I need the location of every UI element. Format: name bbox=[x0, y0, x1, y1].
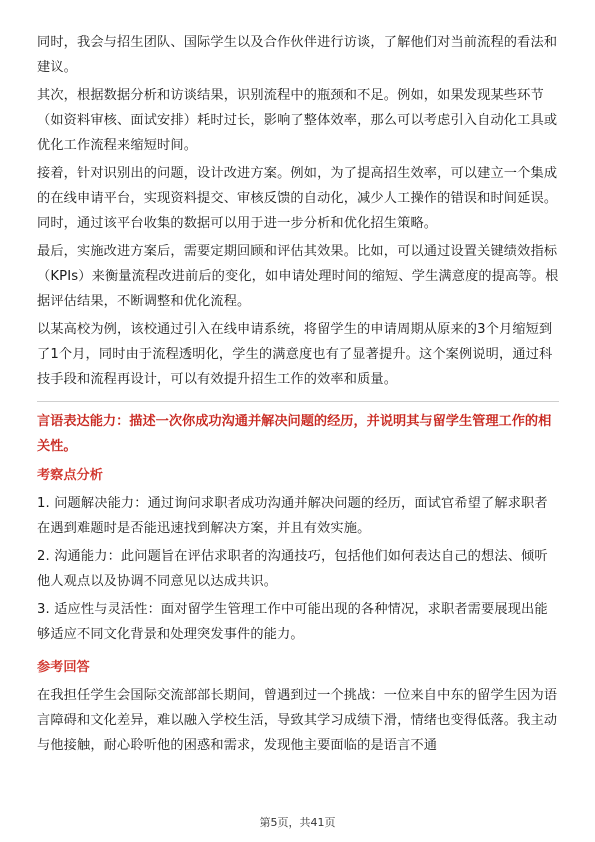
page-content bbox=[37, 30, 559, 758]
interview-question: 言语表达能力：描述一次你成功沟通并解决问题的经历，并说明其与留学生管理工作的相关性。 bbox=[37, 414, 552, 454]
answer-heading: 参考回答 bbox=[37, 660, 90, 675]
paragraph: 其次，根据数据分析和访谈结果，识别流程中的瓶颈和不足。例如，如果发现某些环节（如资料审核、面试安排）耗时过长，影响了整体效率，那么可以考虑引入自动化工具或优化工作流程来缩短时间。 bbox=[37, 88, 558, 153]
analysis-point: 2. 沟通能力：此问题旨在评估求职者的沟通技巧，包括他们如何表达自己的想法、倾听他人观点以及协调不同意见以达成共识。 bbox=[37, 549, 548, 589]
paragraph: 接着，针对识别出的问题，设计改进方案。例如，为了提高招生效率，可以建立一个集成的在线申请平台，实现资料提交、审核反馈的自动化，减少人工操作的错误和时间延误。同时，通过该平台收集的数据可以用于进一步分析和优化招生策略。 bbox=[37, 166, 558, 231]
analysis-point: 1. 问题解决能力：通过询问求职者成功沟通并解决问题的经历，面试官希望了解求职者在遇到难题时是否能迅速找到解决方案，并且有效实施。 bbox=[37, 496, 548, 536]
paragraph: 最后，实施改进方案后，需要定期回顾和评估其效果。比如，可以通过设置关键绩效指标（KPIs）来衡量流程改进前后的变化，如申请处理时间的缩短、学生满意度的提高等。根据评估结果，不断调整和优化流程。 bbox=[37, 244, 559, 309]
section-divider bbox=[37, 401, 559, 402]
analysis-heading: 考察点分析 bbox=[37, 468, 103, 483]
analysis-point: 3. 适应性与灵活性：面对留学生管理工作中可能出现的各种情况，求职者需要展现出能够适应不同文化背景和处理突发事件的能力。 bbox=[37, 602, 548, 642]
paragraph: 同时，我会与招生团队、国际学生以及合作伙伴进行访谈，了解他们对当前流程的看法和建议。 bbox=[37, 35, 558, 75]
paragraph: 以某高校为例，该校通过引入在线申请系统，将留学生的申请周期从原来的3个月缩短到了1个月，同时由于流程透明化，学生的满意度也有了显著提升。这个案例说明，通过科技手段和流程再设计，可以有效提升招生工作的效率和质量。 bbox=[37, 322, 553, 387]
answer-text: 在我担任学生会国际交流部部长期间，曾遇到过一个挑战：一位来自中东的留学生因为语言障碍和文化差异，难以融入学校生活，导致其学习成绩下滑，情绪也变得低落。我主动与他接触，耐心聆听他的困惑和需求，发现他主要面临的是语言不通 bbox=[37, 688, 558, 753]
page-footer: 第5页，共41页 bbox=[259, 816, 336, 829]
